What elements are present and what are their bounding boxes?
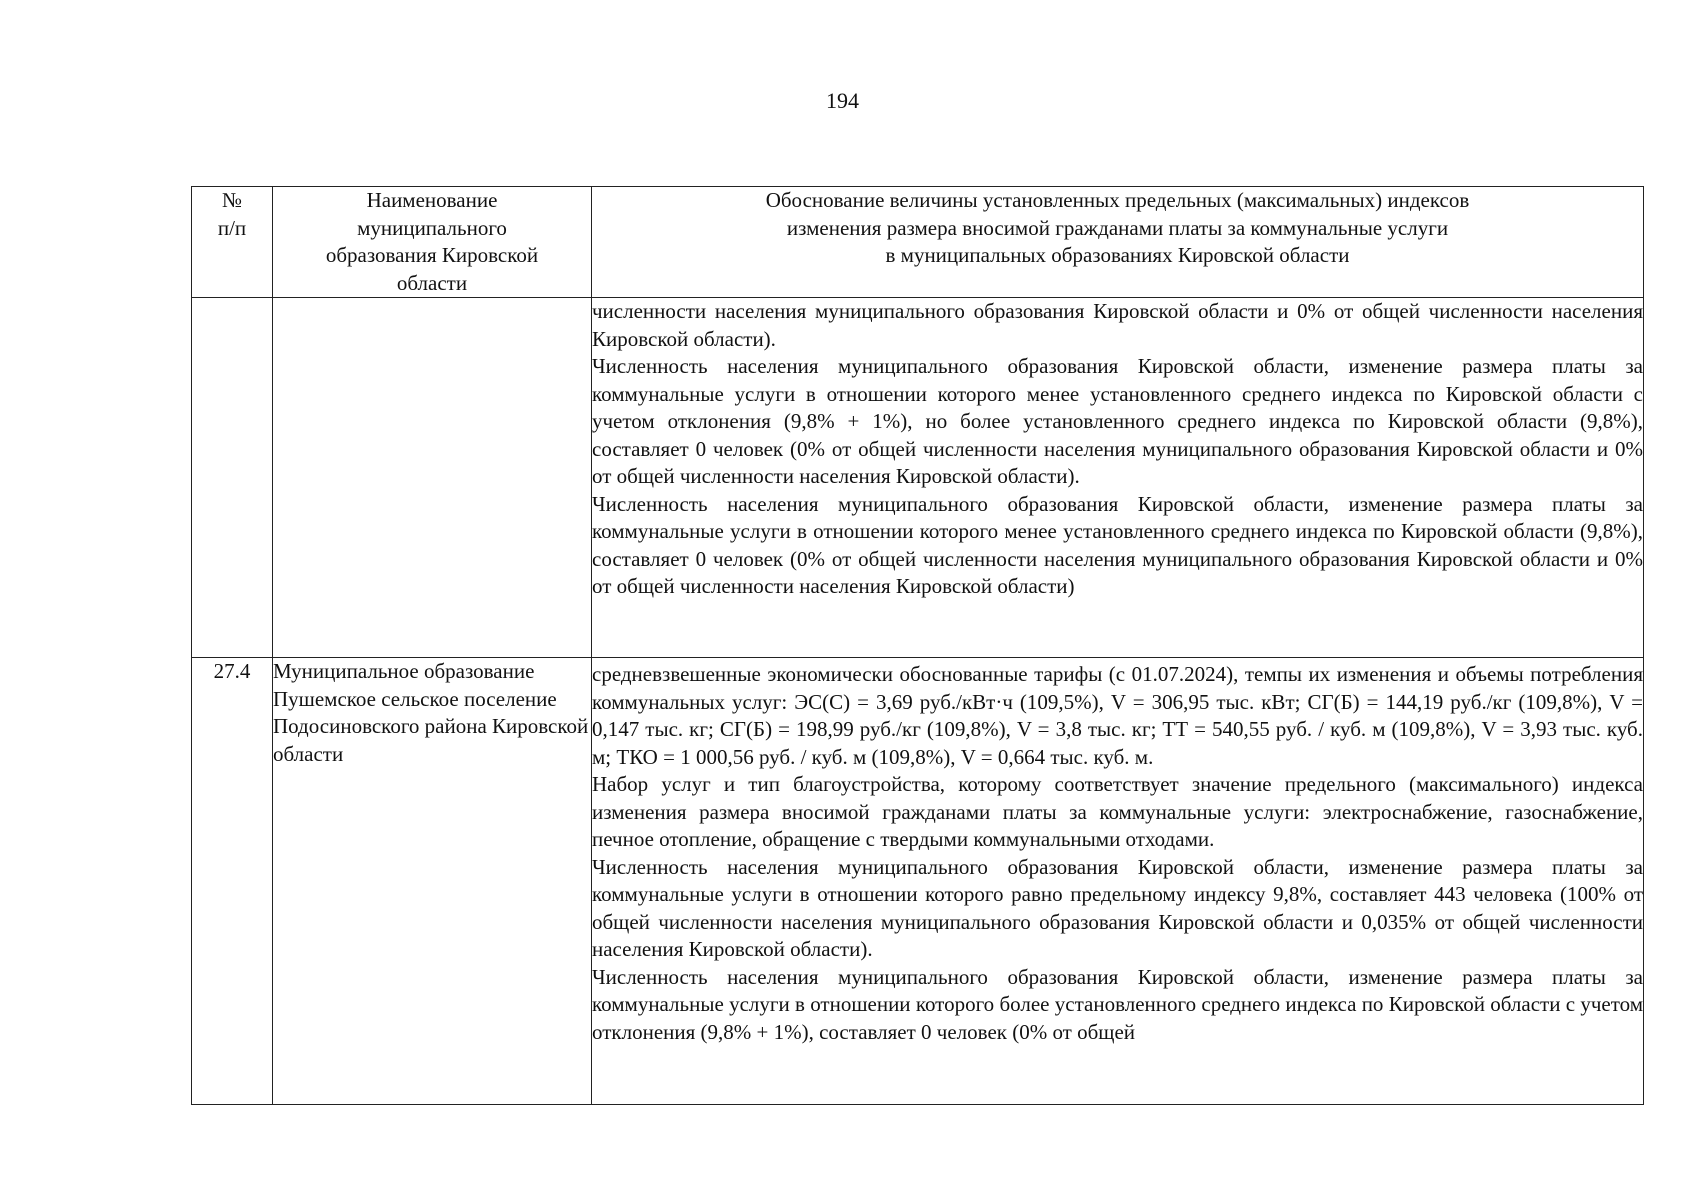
- row-municipality-name: Муниципальное образование Пушемское сельское поселение Подосиновского района Кировской области: [273, 658, 592, 1105]
- justification-paragraph: средневзвешенные экономически обоснованные тарифы (с 01.07.2024), темпы их изменения и объемы потребления коммунальных услуг: ЭС(С) = 3,69 руб./кВт·ч (109,5%), V = 306,95 тыс. кВт; СГ(Б) = 144,19 руб./кг (109,8%), V = 0,147 тыс. кг; СГ(Б) = 198,99 руб./кг (109,8%), V = 3,8 тыс. кг; ТТ = 540,55 руб. / куб. м (109,8%), V = 3,93 тыс. куб. м; ТКО = 1 000,56 руб. / куб. м (109,8%), V = 0,664 тыс. куб. м.: [592, 662, 1643, 769]
- header-name-line: муниципального: [357, 215, 507, 240]
- table-row: [192, 298, 1644, 658]
- header-number-line: п/п: [217, 215, 247, 240]
- justification-paragraph: Численность населения муниципального образования Кировской области, изменение размера платы за коммунальные услуги в отношении которого менее установленного среднего индекса по Кировской области с учетом отклонения (9,8% + 1%), но более установленного среднего индекса по Кировской области (9,8%), составляет 0 человек (0% от общей численности населения муниципального образования Кировской области и 0% от общей численности населения Кировской области).: [592, 354, 1643, 488]
- row-justification: [592, 658, 1644, 1105]
- table-header-row: [192, 187, 1644, 298]
- justification-table: [191, 186, 1644, 1105]
- header-number-line: №: [221, 188, 243, 212]
- header-justification-line: изменения размера вносимой гражданами платы за коммунальные услуги: [786, 215, 1449, 240]
- table-row: [192, 658, 1644, 1105]
- header-name-line: области: [396, 270, 468, 295]
- header-number: [192, 187, 273, 298]
- justification-paragraph: Набор услуг и тип благоустройства, которому соответствует значение предельного (максимального) индекса изменения размера вносимой гражданами платы за коммунальные услуги: электроснабжение, газоснабжение, печное отопление, обращение с твердыми коммунальными отходами.: [592, 772, 1643, 851]
- row-number: [192, 298, 273, 658]
- header-municipality-name: [273, 187, 592, 298]
- justification-paragraph: Численность населения муниципального образования Кировской области, изменение размера платы за коммунальные услуги в отношении которого более установленного среднего индекса по Кировской области с учетом отклонения (9,8% + 1%), составляет 0 человек (0% от общей: [592, 964, 1643, 1044]
- header-justification-line: Обоснование величины установленных предельных (максимальных) индексов: [765, 188, 1470, 212]
- header-justification: [592, 187, 1644, 298]
- header-justification-line: в муниципальных образованиях Кировской области: [885, 243, 1350, 267]
- justification-paragraph: Численность населения муниципального образования Кировской области, изменение размера платы за коммунальные услуги в отношении которого менее установленного среднего индекса по Кировской области (9,8%), составляет 0 человек (0% от общей численности населения муниципального образования Кировской области и 0% от общей численности населения Кировской области): [592, 491, 1643, 598]
- page-number: 194: [826, 88, 859, 113]
- justification-paragraph: Численность населения муниципального образования Кировской области, изменение размера платы за коммунальные услуги в отношении которого равно предельному индексу 9,8%, составляет 443 человека (100% от общей численности населения муниципального образования Кировской области и 0,035% от общей численности населения Кировской области).: [592, 854, 1643, 961]
- row-municipality-name: [273, 298, 592, 658]
- header-name-line: образования Кировской: [325, 243, 539, 267]
- row-number: 27.4: [192, 658, 273, 1105]
- row-justification: [592, 298, 1644, 658]
- header-name-line: Наименование: [366, 188, 498, 212]
- justification-paragraph: численности населения муниципального образования Кировской области и 0% от общей численности населения Кировской области).: [592, 299, 1643, 351]
